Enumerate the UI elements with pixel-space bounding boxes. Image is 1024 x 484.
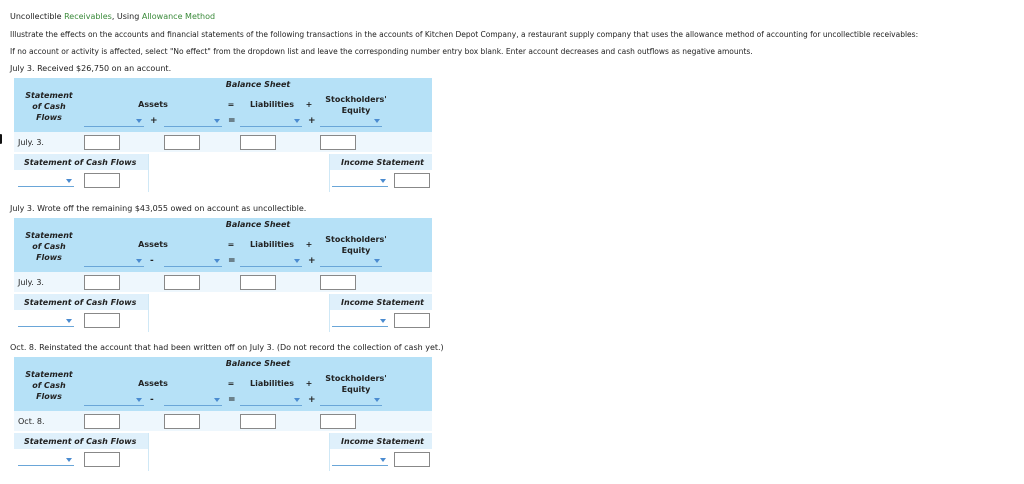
balance-sheet-label: Balance Sheet <box>225 80 291 89</box>
liabilities-amount[interactable] <box>240 135 276 150</box>
scf-column-header: Statement of Cash Flows <box>25 370 73 401</box>
receivables-link[interactable]: Receivables <box>64 12 112 21</box>
assets-account-select-1[interactable] <box>84 395 144 406</box>
stockholders-equity-header: Stockholders' Equity <box>325 374 387 394</box>
assets-amount-2[interactable] <box>164 275 200 290</box>
scf-label: Statement of Cash Flows <box>24 298 137 307</box>
assets-account-select-2[interactable] <box>164 116 222 127</box>
equals-operator: = <box>228 116 236 126</box>
effects-table <box>14 78 434 202</box>
equals-sign: = <box>227 100 235 109</box>
assets-header: Assets <box>138 100 168 109</box>
income-statement-label: Income Statement <box>341 158 424 167</box>
transaction-description: July 3. Received $26,750 on an account. <box>10 64 172 73</box>
plus-operator: + <box>308 256 316 266</box>
scf-amount[interactable] <box>84 173 120 188</box>
plus-operator: + <box>308 116 316 126</box>
instruction-text: Illustrate the effects on the accounts and financial statements of the following transactions in the accounts of Kitchen Depot Company, a restaurant supply company that uses the allowance method of accounting for uncollectible receivables: <box>10 30 919 39</box>
assets-header: Assets <box>138 240 168 249</box>
assets-operator: + <box>150 116 158 126</box>
equity-amount[interactable] <box>320 135 356 150</box>
chevron-down-icon <box>214 398 220 402</box>
scf-label: Statement of Cash Flows <box>24 158 137 167</box>
chevron-down-icon <box>374 259 380 263</box>
assets-operator: - <box>150 395 154 405</box>
stockholders-equity-header: Stockholders' Equity <box>325 95 387 115</box>
transaction-description: Oct. 8. Reinstated the account that had been written off on July 3. (Do not record the collection of cash yet.) <box>10 343 444 352</box>
scf-amount[interactable] <box>84 452 120 467</box>
income-statement-amount[interactable] <box>394 313 430 328</box>
liabilities-account-select[interactable] <box>240 256 302 267</box>
income-statement-label: Income Statement <box>341 298 424 307</box>
instruction-note: If no account or activity is affected, select "No effect" from the dropdown list and leave the corresponding number entry box blank. Enter account decreases and cash outflows as negative amounts. <box>10 47 753 56</box>
page-title <box>10 12 215 21</box>
assets-account-select-1[interactable] <box>84 116 144 127</box>
liabilities-header: Liabilities <box>250 100 294 109</box>
income-statement-select[interactable] <box>332 455 388 466</box>
income-statement-amount[interactable] <box>394 173 430 188</box>
equity-account-select[interactable] <box>320 256 382 267</box>
chevron-down-icon <box>66 179 72 183</box>
income-statement-select[interactable] <box>332 316 388 327</box>
plus-operator: + <box>308 395 316 405</box>
bottom-row <box>14 451 432 473</box>
chevron-down-icon <box>66 319 72 323</box>
chevron-down-icon <box>136 119 142 123</box>
equals-operator: = <box>228 395 236 405</box>
transaction-description: July 3. Wrote off the remaining $43,055 owed on account as uncollectible. <box>10 204 307 213</box>
liabilities-amount[interactable] <box>240 275 276 290</box>
income-statement-select[interactable] <box>332 176 388 187</box>
assets-amount-2[interactable] <box>164 135 200 150</box>
chevron-down-icon <box>380 179 386 183</box>
liabilities-account-select[interactable] <box>240 116 302 127</box>
scf-activity-select[interactable] <box>18 176 74 187</box>
plus-sign: + <box>305 240 313 249</box>
income-statement-label: Income Statement <box>341 437 424 446</box>
scf-column-header: Statement of Cash Flows <box>25 91 73 122</box>
assets-header: Assets <box>138 379 168 388</box>
title-mid: , Using <box>111 12 142 21</box>
date-label: July. 3. <box>18 278 44 287</box>
assets-amount-2[interactable] <box>164 414 200 429</box>
liabilities-header: Liabilities <box>250 379 294 388</box>
date-row <box>14 132 432 152</box>
date-row <box>14 272 432 292</box>
scf-activity-select[interactable] <box>18 455 74 466</box>
assets-account-select-2[interactable] <box>164 256 222 267</box>
chevron-down-icon <box>136 259 142 263</box>
equity-amount[interactable] <box>320 414 356 429</box>
equals-sign: = <box>227 379 235 388</box>
equals-operator: = <box>228 256 236 266</box>
chevron-down-icon <box>380 319 386 323</box>
assets-amount-1[interactable] <box>84 414 120 429</box>
allowance-method-link[interactable]: Allowance Method <box>141 12 216 21</box>
assets-amount-1[interactable] <box>84 275 120 290</box>
chevron-down-icon <box>66 458 72 462</box>
transaction-block <box>0 204 1024 344</box>
chevron-down-icon <box>214 259 220 263</box>
bottom-row <box>14 172 432 194</box>
chevron-down-icon <box>294 119 300 123</box>
equals-sign: = <box>227 240 235 249</box>
liabilities-account-select[interactable] <box>240 395 302 406</box>
chevron-down-icon <box>136 398 142 402</box>
assets-operator: - <box>150 256 154 266</box>
income-statement-amount[interactable] <box>394 452 430 467</box>
scf-amount[interactable] <box>84 313 120 328</box>
chevron-down-icon <box>374 398 380 402</box>
equity-account-select[interactable] <box>320 116 382 127</box>
bottom-row <box>14 312 432 334</box>
date-row <box>14 411 432 431</box>
scf-activity-select[interactable] <box>18 316 74 327</box>
plus-sign: + <box>305 100 313 109</box>
chevron-down-icon <box>374 119 380 123</box>
balance-sheet-label: Balance Sheet <box>225 220 291 229</box>
equity-account-select[interactable] <box>320 395 382 406</box>
chevron-down-icon <box>294 259 300 263</box>
stockholders-equity-header: Stockholders' Equity <box>325 235 387 255</box>
liabilities-header: Liabilities <box>250 240 294 249</box>
title-prefix: Uncollectible <box>10 12 65 21</box>
assets-account-select-1[interactable] <box>84 256 144 267</box>
effects-table <box>14 357 434 481</box>
date-label: Oct. 8. <box>18 417 45 426</box>
chevron-down-icon <box>214 119 220 123</box>
plus-sign: + <box>305 379 313 388</box>
chevron-down-icon <box>294 398 300 402</box>
assets-account-select-2[interactable] <box>164 395 222 406</box>
balance-sheet-label: Balance Sheet <box>225 359 291 368</box>
chevron-down-icon <box>380 458 386 462</box>
date-label: July. 3. <box>18 138 44 147</box>
equity-amount[interactable] <box>320 275 356 290</box>
transaction-block <box>0 64 1024 204</box>
scf-column-header: Statement of Cash Flows <box>25 231 73 262</box>
assets-amount-1[interactable] <box>84 135 120 150</box>
transaction-block <box>0 343 1024 483</box>
effects-table <box>14 218 434 342</box>
scf-label: Statement of Cash Flows <box>24 437 137 446</box>
liabilities-amount[interactable] <box>240 414 276 429</box>
